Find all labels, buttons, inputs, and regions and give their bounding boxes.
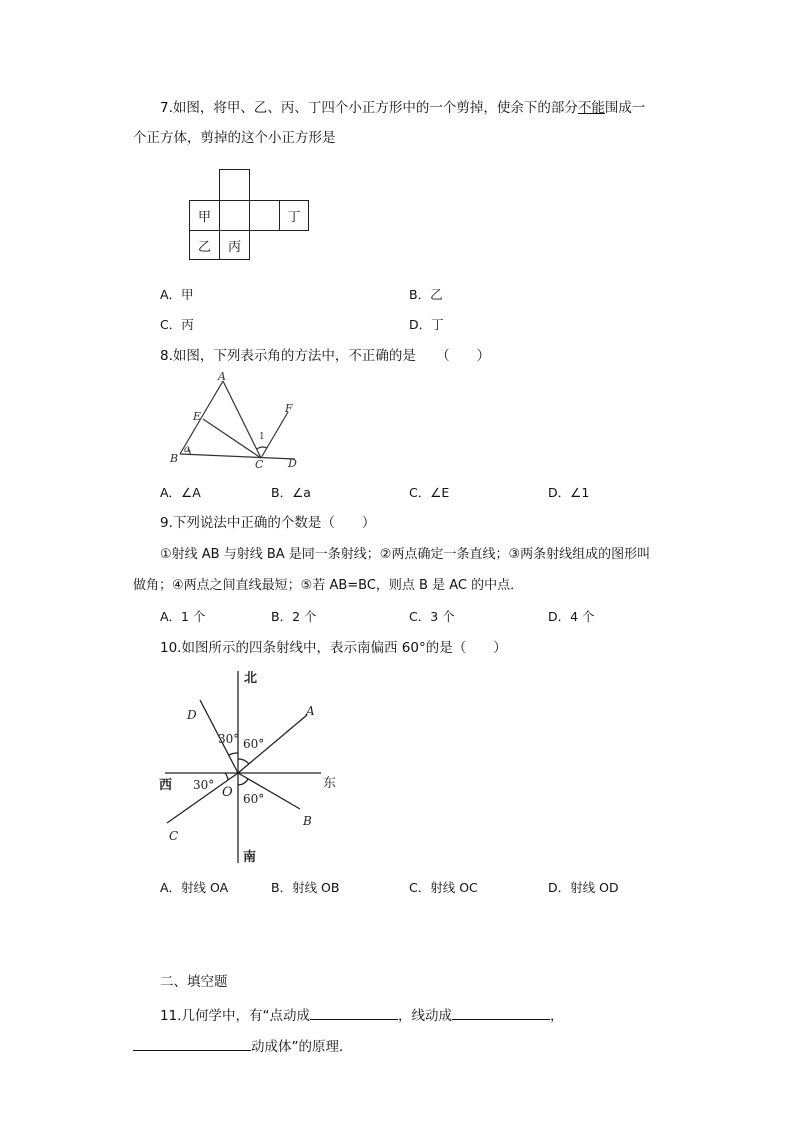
label-e: E: [193, 410, 202, 423]
q7-option-a: A．甲: [160, 287, 194, 302]
label-b: B: [170, 452, 179, 465]
q11-line2: 动成体”的原理．: [133, 1036, 353, 1056]
line-ec: [203, 419, 261, 458]
q10-option-b: B．射线 OB: [271, 880, 340, 895]
label-south: 南: [243, 850, 257, 865]
arc-60-north: [238, 759, 249, 764]
line-cf: [261, 412, 288, 458]
label-o: O: [222, 785, 233, 800]
label-west: 西: [159, 778, 173, 793]
net-cell-center: [219, 200, 250, 231]
label-30-west: 30°: [193, 778, 215, 792]
net-cell-ding: 丁: [279, 200, 309, 231]
label-ray-a: A: [306, 704, 315, 718]
label-a: A: [218, 370, 226, 383]
q11-blank-2[interactable]: [452, 1005, 550, 1020]
q10-option-a: A．射线 OA: [160, 880, 229, 895]
label-c: C: [255, 458, 264, 471]
angle-1-arc: [257, 447, 267, 449]
line-bd: [180, 454, 295, 459]
q7-option-c: C．丙: [160, 317, 194, 332]
arc-30-north: [229, 753, 238, 755]
net-cell-jia: 甲: [189, 200, 220, 231]
q10-option-d: D．射线 OD: [548, 880, 619, 895]
q9-option-c: C．3 个: [409, 609, 455, 624]
compass-figure: [155, 665, 355, 870]
q9-option-b: B．2 个: [271, 609, 317, 624]
q7-underlined-word: 不能: [577, 100, 605, 116]
net-cell-bing: 丙: [219, 230, 250, 260]
label-ray-d: D: [187, 708, 197, 722]
q9-statements-line2: 做角；④两点之间直线最短；⑤若 AB=BC，则点 B 是 AC 的中点．: [133, 578, 524, 593]
q8-stem: 8.如图，下列表示角的方法中，不正确的是 （ ）: [160, 348, 491, 364]
net-cell-yi: 乙: [189, 230, 220, 260]
q8-option-c: C．∠E: [409, 485, 450, 500]
q11-blank-3[interactable]: [133, 1036, 251, 1051]
q7-stem-line1: 7.如图，将甲、乙、丙、丁四个小正方形中的一个剪掉，使余下的部分不能围成一: [160, 100, 646, 116]
q7-option-d: D．丁: [409, 317, 444, 332]
arc-30-west: [225, 773, 228, 780]
angle-figure: [165, 368, 315, 473]
net-cell-top: [219, 169, 250, 201]
q9-stem: 9.下列说法中正确的个数是（ ）: [160, 515, 376, 531]
q11-line1: 11.几何学中，有“点动成 ，线动成 ，: [160, 1005, 563, 1025]
q10-option-c: C．射线 OC: [409, 880, 478, 895]
q8-option-a: A．∠A: [160, 485, 201, 500]
label-ray-b: B: [303, 814, 312, 828]
label-one: 1: [259, 432, 265, 442]
q9-statements-line1: ①射线 AB 与射线 BA 是同一条射线；②两点确定一条直线；③两条射线组成的图形叫: [160, 547, 651, 562]
label-60-south: 60°: [243, 792, 265, 806]
net-cell-right: [249, 200, 280, 231]
q10-stem: 10.如图所示的四条射线中，表示南偏西 60°的是（ ）: [160, 640, 507, 656]
q7-option-b: B．乙: [409, 287, 443, 302]
label-30-north: 30°: [218, 732, 240, 746]
label-alpha: a: [184, 444, 190, 455]
q9-option-a: A．1 个: [160, 609, 206, 624]
label-north: 北: [244, 671, 258, 686]
q11-blank-1[interactable]: [310, 1005, 398, 1020]
label-ray-c: C: [169, 829, 179, 843]
q9-option-d: D．4 个: [548, 609, 595, 624]
label-60-north: 60°: [243, 737, 265, 751]
line-ac: [223, 381, 261, 458]
section-title: 二、填空题: [160, 974, 228, 990]
label-d: D: [288, 457, 297, 470]
q8-option-b: B．∠a: [271, 485, 311, 500]
q7-stem-line2: 个正方体，剪掉的这个小正方形是: [133, 130, 336, 146]
label-f: F: [285, 402, 293, 415]
label-east: 东: [323, 776, 337, 791]
q8-option-d: D．∠1: [548, 485, 590, 500]
arc-60-south: [238, 779, 248, 785]
